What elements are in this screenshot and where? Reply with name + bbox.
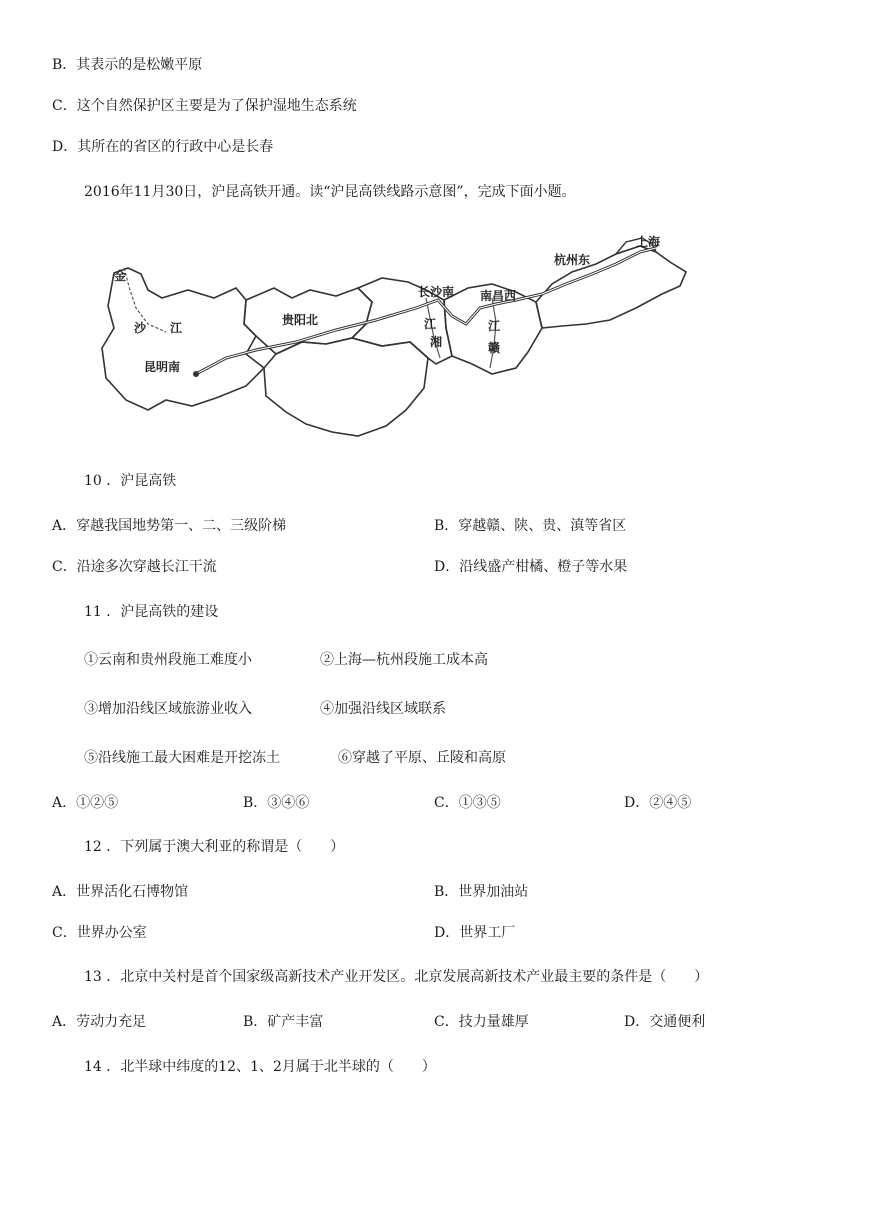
q12-stem: 12 ．下列属于澳大利亚的称谓是（ ） [84,839,345,855]
railway-route-map [96,228,696,450]
q11-option-d[interactable]: D．②④⑤ [624,795,692,811]
map-label-jiang2: 江 [424,317,437,331]
q14-stem: 14 ．北半球中纬度的12、1、2月属于北半球的（ ） [84,1059,436,1075]
q11-stem: 11 ．沪昆高铁的建设 [84,604,219,620]
q11-item-6: ⑥穿越了平原、丘陵和高原 [338,750,506,766]
map-label-jin: 金 [114,269,127,283]
map-label-gan: 赣 [488,341,501,355]
q13-option-b[interactable]: B．矿产丰富 [243,1014,324,1030]
gan-river [490,298,496,368]
q13-option-d[interactable]: D．交通便利 [624,1014,706,1030]
guangxi-outline [264,338,428,436]
q12-option-c[interactable]: C．世界办公室 [52,925,147,941]
q11-option-a[interactable]: A．①②⑤ [52,795,119,811]
q10-option-c[interactable]: C．沿途多次穿越长江干流 [52,559,217,575]
map-label-kunmingnan: 昆明南 [144,360,181,374]
intro-text: 2016年11月30日，沪昆高铁开通。读“沪昆高铁线路示意图”，完成下面小题。 [84,184,576,200]
q11-option-c[interactable]: C．①③⑤ [434,795,501,811]
map-label-nanchangxi: 南昌西 [480,289,517,303]
q11-item-4: ④加强沿线区域联系 [320,701,446,717]
q10-option-d[interactable]: D．沿线盛产柑橘、橙子等水果 [434,559,628,575]
prev-option-b: B．其表示的是松嫩平原 [52,57,203,73]
q13-option-c[interactable]: C．技力量雄厚 [434,1014,529,1030]
map-svg [96,228,696,450]
q10-option-a[interactable]: A．穿越我国地势第一、二、三级阶梯 [52,518,287,534]
q11-item-5: ⑤沿线施工最大困难是开挖冻土 [84,750,280,766]
map-label-jiang3: 江 [488,319,501,333]
prev-option-c: C．这个自然保护区主要是为了保护湿地生态系统 [52,98,357,114]
map-label-xiang: 湘 [430,335,443,349]
q13-option-a[interactable]: A．劳动力充足 [52,1014,147,1030]
q10-stem: 10 ．沪昆高铁 [84,473,177,489]
map-label-shanghai: 上海 [636,235,661,249]
map-label-guiyangbei: 贵阳北 [282,313,319,327]
map-label-changshanan: 长沙南 [418,285,455,299]
q11-item-2: ②上海—杭州段施工成本高 [320,652,488,668]
q11-item-1: ①云南和贵州段施工难度小 [84,652,252,668]
map-label-jiang1: 江 [170,321,183,335]
q10-option-b[interactable]: B．穿越赣、陕、贵、滇等省区 [434,518,627,534]
yunnan-outline [102,268,264,410]
q13-stem: 13 ．北京中关村是首个国家级高新技术产业开发区。北京发展高新技术产业最主要的条件是（ ） [84,969,709,985]
map-label-sha: 沙 [134,321,147,335]
kunming-station-marker [193,371,199,377]
q12-option-d[interactable]: D．世界工厂 [434,925,516,941]
q11-option-b[interactable]: B．③④⑥ [243,795,310,811]
q12-option-a[interactable]: A．世界活化石博物馆 [52,884,189,900]
q12-option-b[interactable]: B．世界加油站 [434,884,529,900]
q11-item-3: ③增加沿线区域旅游业收入 [84,701,252,717]
map-label-hangzhoudong: 杭州东 [554,253,591,267]
prev-option-d: D．其所在的省区的行政中心是长春 [52,139,274,155]
